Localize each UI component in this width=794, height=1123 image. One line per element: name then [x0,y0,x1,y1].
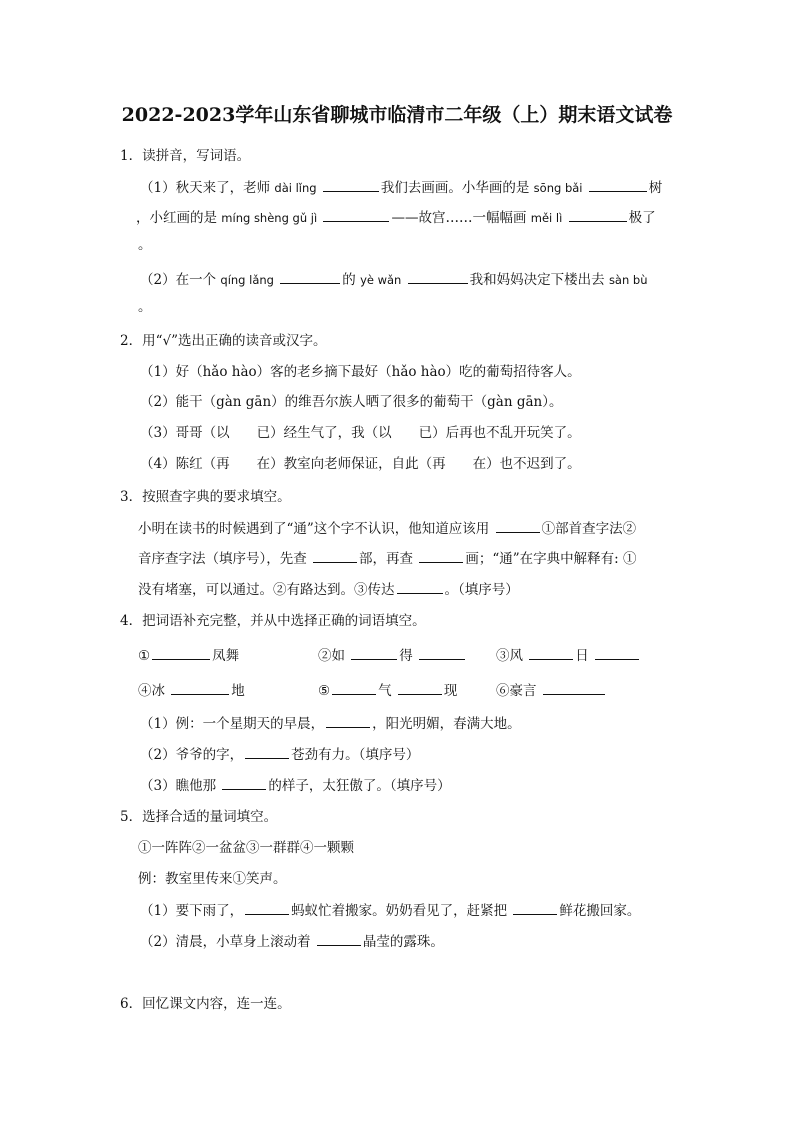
question-number: 1． [120,148,143,164]
question-text: 回忆课文内容，连一连。 [142,996,291,1012]
idiom-6: ⑥豪言 [496,681,607,700]
answer-blank[interactable] [543,681,605,695]
answer-blank[interactable] [326,714,370,728]
question-number: 2． [120,333,143,349]
pinyin: sàn bù [608,273,648,287]
q2-item-2: （2）能干（gàn gān）的维吾尔族人晒了很多的葡萄干（gàn gān）。 [140,394,563,410]
answer-blank[interactable] [245,745,289,759]
q1-part2-line2: 。 [138,299,152,315]
answer-blank[interactable] [569,208,627,222]
question-3 [120,488,291,506]
pinyin: dài lǐng [274,181,317,195]
answer-blank[interactable] [222,776,266,790]
question-text: 用“√”选出正确的读音或汉字。 [142,333,327,349]
answer-blank[interactable] [419,646,465,660]
idiom-2: ②如 得 [318,646,467,665]
answer-blank[interactable] [589,178,647,192]
q3-line-1: 小明在读书的时候遇到了“通”这个字不认识，他知道应该用 ①部首查字法② [138,521,637,537]
q3-line-3: 没有堵塞，可以通过。②有路达到。③传达 。（填序号） [138,582,519,598]
answer-blank[interactable] [171,681,229,695]
answer-blank[interactable] [152,646,210,660]
question-1 [120,147,250,165]
question-number: 3． [120,489,143,505]
answer-blank[interactable] [280,270,340,284]
question-4 [120,612,426,630]
idiom-3: ③风 日 [496,646,641,665]
question-number: 5． [120,809,143,825]
pinyin: sōng bǎi [533,181,583,195]
q5-sentence-2: （2）清晨，小草身上滚动着 晶莹的露珠。 [140,934,444,950]
answer-blank[interactable] [313,549,357,563]
answer-blank[interactable] [323,208,389,222]
q5-example: 例：教室里传来①笑声。 [138,871,287,887]
answer-blank[interactable] [351,646,397,660]
q1-part1-line2: ，小红画的是 míng shèng gǔ jì ——故宫……一幅幅画 měi lì 极了 [136,210,656,226]
q5-sentence-1: （1）要下雨了， 蚂蚁忙着搬家。奶奶看见了，赶紧把 鲜花搬回家。 [140,903,641,919]
question-2 [120,332,327,350]
answer-blank[interactable] [332,681,376,695]
q4-sentence-1: （1）例：一个星期天的早晨， ，阳光明媚，春满大地。 [140,716,521,732]
q4-sentence-2: （2）爷爷的字， 苍劲有力。（填序号） [140,747,420,763]
q4-sentence-3: （3）瞧他那 的样子，太狂傲了。（填序号） [140,778,451,794]
answer-blank[interactable] [397,580,443,594]
question-number: 6． [120,996,143,1012]
idiom-4: ④冰 地 [138,683,245,699]
question-text: 按照查字典的要求填空。 [142,489,291,505]
q1-part1-line3: 。 [138,237,152,253]
answer-blank[interactable] [529,646,573,660]
q3-line-2: 音序查字法（填序号），先查 部，再查 画；“通”在字典中解释有: ① [138,551,637,567]
q2-item-4: （4）陈红（再 在）教室向老师保证，自此（再 在）也不迟到了。 [140,456,581,472]
pinyin: yè wǎn [360,273,402,287]
question-text: 把词语补充完整，并从中选择正确的词语填空。 [142,613,426,629]
answer-blank[interactable] [419,549,463,563]
answer-blank[interactable] [496,519,540,533]
pinyin: měi lì [530,211,563,225]
answer-blank[interactable] [398,681,442,695]
question-text: 读拼音，写词语。 [142,148,251,164]
question-number: 4． [120,613,143,629]
q1-part1-line1: （1）秋天来了，老师 dài lǐng 我们去画画。小华画的是 sōng bǎi 树 [140,180,663,196]
pinyin: qíng lǎng [220,273,274,287]
answer-blank[interactable] [513,901,557,915]
answer-blank[interactable] [595,646,639,660]
pinyin: míng shèng gǔ jì [221,211,318,225]
answer-blank[interactable] [317,932,361,946]
question-6 [120,995,291,1013]
question-text: 选择合适的量词填空。 [142,809,278,825]
q2-item-1: （1）好（hǎo hào）客的老乡摘下最好（hǎo hào）吃的葡萄招待客人。 [140,364,581,380]
question-5 [120,808,277,826]
idiom-1: ① 凤舞 [138,648,240,664]
idiom-5: ⑤ 气 现 [318,683,458,699]
q1-part2-line1: （2）在一个 qíng lǎng 的 yè wǎn 我和妈妈决定下楼出去 sàn bù [140,272,648,288]
answer-blank[interactable] [245,901,289,915]
q2-item-3: （3）哥哥（以 已）经生气了，我（以 已）后再也不乱开玩笑了。 [140,425,581,441]
answer-blank[interactable] [323,178,379,192]
page-title: 2022-2023学年山东省聊城市临清市二年级（上）期末语文试卷 [121,104,673,126]
answer-blank[interactable] [408,270,468,284]
q5-options: ①一阵阵②一盆盆③一群群④一颗颗 [138,840,354,856]
